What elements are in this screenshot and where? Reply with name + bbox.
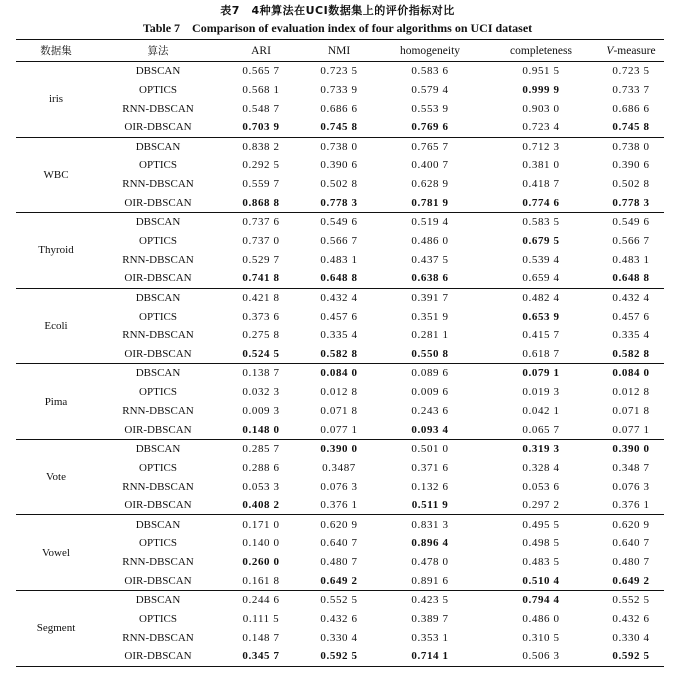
v-measure-value-cell: 0.432 6 bbox=[612, 612, 650, 625]
nmi-value-cell: 0.077 1 bbox=[320, 423, 358, 436]
homogeneity-value-cell: 0.351 9 bbox=[411, 310, 449, 323]
completeness-value-cell: 0.381 0 bbox=[522, 159, 560, 172]
v-measure-value-cell: 0.480 7 bbox=[612, 556, 650, 569]
homogeneity-value-cell: 0.714 1 bbox=[411, 650, 449, 663]
algorithm-name-cell: RNN-DBSCAN bbox=[122, 404, 194, 417]
header-v-measure-v: V bbox=[606, 44, 614, 57]
algorithm-name-cell: OPTICS bbox=[139, 159, 177, 172]
algorithm-name-cell: DBSCAN bbox=[135, 443, 181, 455]
ari-value-cell: 0.559 7 bbox=[242, 178, 280, 191]
homogeneity-value-cell: 0.009 6 bbox=[411, 386, 449, 399]
ari-value-cell: 0.529 7 bbox=[242, 253, 280, 266]
algorithm-name-cell: DBSCAN bbox=[135, 291, 181, 304]
dataset-group bbox=[16, 364, 664, 440]
v-measure-value-cell: 0.502 8 bbox=[612, 178, 650, 191]
nmi-value-cell: 0.480 7 bbox=[320, 556, 358, 569]
completeness-value-cell: 0.679 5 bbox=[522, 234, 560, 247]
completeness-value-cell: 0.319 3 bbox=[522, 443, 560, 455]
algorithm-name-cell: DBSCAN bbox=[135, 367, 181, 380]
homogeneity-value-cell: 0.486 0 bbox=[411, 234, 449, 247]
dataset-group bbox=[16, 515, 664, 591]
completeness-value-cell: 0.483 5 bbox=[522, 556, 560, 569]
nmi-value-cell: 0.084 0 bbox=[320, 367, 358, 380]
completeness-value-cell: 0.065 7 bbox=[522, 423, 560, 436]
table-row bbox=[16, 232, 664, 251]
ari-value-cell: 0.275 8 bbox=[242, 329, 280, 342]
table-row bbox=[16, 250, 664, 269]
completeness-value-cell: 0.774 6 bbox=[522, 196, 560, 209]
table-row bbox=[16, 590, 664, 609]
nmi-value-cell: 0.649 2 bbox=[320, 574, 358, 587]
homogeneity-value-cell: 0.579 4 bbox=[411, 83, 449, 96]
homogeneity-value-cell: 0.765 7 bbox=[411, 140, 449, 153]
ari-value-cell: 0.292 5 bbox=[242, 159, 280, 172]
homogeneity-value-cell: 0.553 9 bbox=[411, 102, 449, 115]
nmi-value-cell: 0.733 9 bbox=[320, 83, 358, 96]
algorithm-name-cell: RNN-DBSCAN bbox=[122, 253, 194, 266]
nmi-value-cell: 0.012 8 bbox=[320, 386, 358, 399]
homogeneity-value-cell: 0.478 0 bbox=[411, 556, 449, 569]
dataset-name-cell: Ecoli bbox=[44, 319, 68, 332]
ari-value-cell: 0.524 5 bbox=[242, 348, 280, 361]
completeness-value-cell: 0.539 4 bbox=[522, 253, 560, 266]
v-measure-value-cell: 0.483 1 bbox=[612, 253, 650, 266]
homogeneity-value-cell: 0.353 1 bbox=[411, 631, 449, 644]
algorithm-name-cell: DBSCAN bbox=[135, 518, 181, 531]
nmi-value-cell: 0.390 6 bbox=[320, 159, 358, 172]
header-completeness: completeness bbox=[484, 40, 598, 62]
algorithm-name-cell: OPTICS bbox=[139, 461, 177, 474]
ari-value-cell: 0.408 2 bbox=[242, 499, 280, 512]
ari-value-cell: 0.737 0 bbox=[242, 234, 280, 247]
completeness-value-cell: 0.653 9 bbox=[522, 310, 560, 323]
v-measure-value-cell: 0.012 8 bbox=[612, 386, 650, 399]
completeness-value-cell: 0.495 5 bbox=[522, 518, 560, 531]
table-row bbox=[16, 137, 664, 156]
homogeneity-value-cell: 0.093 4 bbox=[411, 423, 449, 436]
homogeneity-value-cell: 0.769 6 bbox=[411, 121, 449, 134]
algorithm-name-cell: OIR-DBSCAN bbox=[124, 499, 192, 512]
homogeneity-value-cell: 0.389 7 bbox=[411, 612, 449, 625]
completeness-value-cell: 0.498 5 bbox=[522, 537, 560, 550]
v-measure-value-cell: 0.330 4 bbox=[612, 631, 650, 644]
completeness-value-cell: 0.482 4 bbox=[522, 291, 560, 304]
nmi-value-cell: 0.686 6 bbox=[320, 102, 358, 115]
v-measure-value-cell: 0.552 5 bbox=[612, 594, 650, 607]
homogeneity-value-cell: 0.781 9 bbox=[411, 196, 449, 209]
v-measure-value-cell: 0.733 7 bbox=[612, 83, 650, 96]
v-measure-value-cell: 0.723 5 bbox=[612, 65, 650, 78]
algorithm-name-cell: OPTICS bbox=[139, 234, 177, 247]
v-measure-value-cell: 0.084 0 bbox=[612, 367, 650, 380]
evaluation-table bbox=[16, 39, 664, 667]
nmi-value-cell: 0.738 0 bbox=[320, 140, 358, 153]
completeness-value-cell: 0.712 3 bbox=[522, 140, 560, 153]
nmi-value-cell: 0.502 8 bbox=[320, 178, 358, 191]
header-v-measure-rest: -measure bbox=[613, 44, 656, 57]
algorithm-name-cell: OPTICS bbox=[139, 386, 177, 399]
homogeneity-value-cell: 0.628 9 bbox=[411, 178, 449, 191]
ari-value-cell: 0.703 9 bbox=[242, 121, 280, 134]
homogeneity-value-cell: 0.519 4 bbox=[411, 216, 449, 229]
homogeneity-value-cell: 0.391 7 bbox=[411, 291, 449, 304]
dataset-group bbox=[16, 62, 664, 138]
ari-value-cell: 0.565 7 bbox=[242, 65, 280, 78]
dataset-name-cell: Thyroid bbox=[38, 244, 74, 257]
table-row bbox=[16, 175, 664, 194]
homogeneity-value-cell: 0.638 6 bbox=[411, 272, 449, 285]
header-nmi: NMI bbox=[302, 40, 376, 62]
algorithm-name-cell: DBSCAN bbox=[135, 594, 181, 607]
algorithm-name-cell: OIR-DBSCAN bbox=[124, 423, 192, 436]
ari-value-cell: 0.053 3 bbox=[242, 480, 280, 493]
table-row bbox=[16, 80, 664, 99]
completeness-value-cell: 0.510 4 bbox=[522, 574, 560, 587]
nmi-value-cell: 0.076 3 bbox=[320, 480, 358, 493]
table-row bbox=[16, 420, 664, 439]
table-row bbox=[16, 383, 664, 402]
v-measure-value-cell: 0.549 6 bbox=[612, 216, 650, 229]
v-measure-value-cell: 0.457 6 bbox=[612, 310, 650, 323]
table-row bbox=[16, 194, 664, 213]
algorithm-name-cell: DBSCAN bbox=[135, 65, 181, 78]
header-homogeneity: homogeneity bbox=[376, 40, 484, 62]
homogeneity-value-cell: 0.891 6 bbox=[411, 574, 449, 587]
dataset-name-cell: Pima bbox=[44, 395, 68, 408]
algorithm-name-cell: OIR-DBSCAN bbox=[124, 650, 192, 663]
completeness-value-cell: 0.506 3 bbox=[522, 650, 560, 663]
completeness-value-cell: 0.903 0 bbox=[522, 102, 560, 115]
completeness-value-cell: 0.328 4 bbox=[522, 461, 560, 474]
table-row bbox=[16, 99, 664, 118]
table-row bbox=[16, 307, 664, 326]
algorithm-name-cell: RNN-DBSCAN bbox=[122, 480, 194, 493]
completeness-value-cell: 0.310 5 bbox=[522, 631, 560, 644]
v-measure-value-cell: 0.390 6 bbox=[612, 159, 650, 172]
nmi-value-cell: 0.648 8 bbox=[320, 272, 358, 285]
ari-value-cell: 0.148 0 bbox=[242, 423, 280, 436]
ari-value-cell: 0.140 0 bbox=[242, 537, 280, 550]
algorithm-name-cell: DBSCAN bbox=[135, 140, 181, 153]
homogeneity-value-cell: 0.550 8 bbox=[411, 348, 449, 361]
completeness-value-cell: 0.618 7 bbox=[522, 348, 560, 361]
table-caption-chinese: 表7 4种算法在UCI数据集上的评价指标对比 bbox=[220, 4, 455, 17]
table-row bbox=[16, 118, 664, 137]
completeness-value-cell: 0.486 0 bbox=[522, 612, 560, 625]
algorithm-name-cell: OIR-DBSCAN bbox=[124, 348, 192, 361]
nmi-value-cell: 0.432 6 bbox=[320, 612, 358, 625]
ari-value-cell: 0.009 3 bbox=[242, 404, 280, 417]
homogeneity-value-cell: 0.281 1 bbox=[411, 329, 449, 342]
table-row bbox=[16, 439, 664, 458]
ari-value-cell: 0.838 2 bbox=[242, 140, 280, 153]
nmi-value-cell: 0.620 9 bbox=[320, 518, 358, 531]
v-measure-value-cell: 0.592 5 bbox=[612, 650, 650, 663]
table-row bbox=[16, 496, 664, 515]
completeness-value-cell: 0.079 1 bbox=[522, 367, 560, 380]
ari-value-cell: 0.032 3 bbox=[242, 386, 280, 399]
table-row bbox=[16, 62, 664, 81]
ari-value-cell: 0.111 5 bbox=[242, 612, 280, 625]
completeness-value-cell: 0.415 7 bbox=[522, 329, 560, 342]
table-row bbox=[16, 364, 664, 383]
table-row bbox=[16, 402, 664, 421]
homogeneity-value-cell: 0.831 3 bbox=[411, 518, 449, 531]
nmi-value-cell: 0.335 4 bbox=[320, 329, 358, 342]
nmi-value-cell: 0.640 7 bbox=[320, 537, 358, 550]
nmi-value-cell: 0.745 8 bbox=[320, 121, 358, 134]
ari-value-cell: 0.138 7 bbox=[242, 367, 280, 380]
nmi-value-cell: 0.3487 bbox=[322, 461, 356, 474]
completeness-value-cell: 0.794 4 bbox=[522, 594, 560, 607]
algorithm-name-cell: RNN-DBSCAN bbox=[122, 329, 194, 342]
algorithm-name-cell: OIR-DBSCAN bbox=[124, 121, 192, 134]
homogeneity-value-cell: 0.400 7 bbox=[411, 159, 449, 172]
dataset-name-cell: Vote bbox=[46, 471, 66, 484]
homogeneity-value-cell: 0.437 5 bbox=[411, 253, 449, 266]
nmi-value-cell: 0.390 0 bbox=[320, 443, 358, 455]
ari-value-cell: 0.737 6 bbox=[242, 216, 280, 229]
dataset-group bbox=[16, 439, 664, 515]
header-ari: ARI bbox=[220, 40, 302, 62]
homogeneity-value-cell: 0.511 9 bbox=[411, 499, 449, 512]
nmi-value-cell: 0.592 5 bbox=[320, 650, 358, 663]
ari-value-cell: 0.568 1 bbox=[242, 83, 280, 96]
nmi-value-cell: 0.457 6 bbox=[320, 310, 358, 323]
algorithm-name-cell: OIR-DBSCAN bbox=[124, 574, 192, 587]
nmi-value-cell: 0.582 8 bbox=[320, 348, 358, 361]
completeness-value-cell: 0.951 5 bbox=[522, 65, 560, 78]
nmi-value-cell: 0.549 6 bbox=[320, 216, 358, 229]
table-row bbox=[16, 515, 664, 534]
nmi-value-cell: 0.483 1 bbox=[320, 253, 358, 266]
ari-value-cell: 0.171 0 bbox=[242, 518, 280, 531]
v-measure-value-cell: 0.778 3 bbox=[612, 196, 650, 209]
dataset-name-cell: WBC bbox=[43, 168, 69, 181]
homogeneity-value-cell: 0.371 6 bbox=[411, 461, 449, 474]
table-caption-english: Table 7 Comparison of evaluation index of four algorithms on UCI dataset bbox=[142, 21, 533, 35]
header-algorithm: 算法 bbox=[96, 40, 220, 62]
ari-value-cell: 0.244 6 bbox=[242, 594, 280, 607]
ari-value-cell: 0.288 6 bbox=[242, 461, 280, 474]
table-row bbox=[16, 572, 664, 591]
completeness-value-cell: 0.053 6 bbox=[522, 480, 560, 493]
ari-value-cell: 0.260 0 bbox=[242, 556, 280, 569]
algorithm-name-cell: OIR-DBSCAN bbox=[124, 196, 192, 209]
v-measure-value-cell: 0.745 8 bbox=[612, 121, 650, 134]
table-header bbox=[16, 40, 664, 62]
dataset-group bbox=[16, 137, 664, 213]
ari-value-cell: 0.868 8 bbox=[242, 196, 280, 209]
table-row bbox=[16, 326, 664, 345]
homogeneity-value-cell: 0.583 6 bbox=[411, 65, 449, 78]
nmi-value-cell: 0.778 3 bbox=[320, 196, 358, 209]
homogeneity-value-cell: 0.089 6 bbox=[411, 367, 449, 380]
homogeneity-value-cell: 0.501 0 bbox=[411, 443, 449, 455]
nmi-value-cell: 0.552 5 bbox=[320, 594, 358, 607]
ari-value-cell: 0.373 6 bbox=[242, 310, 280, 323]
header-v-measure bbox=[598, 40, 664, 62]
table-row bbox=[16, 458, 664, 477]
algorithm-name-cell: OPTICS bbox=[139, 537, 177, 550]
nmi-value-cell: 0.432 4 bbox=[320, 291, 358, 304]
ari-value-cell: 0.741 8 bbox=[242, 272, 280, 285]
table-row bbox=[16, 288, 664, 307]
completeness-value-cell: 0.418 7 bbox=[522, 178, 560, 191]
dataset-name-cell: Segment bbox=[36, 622, 76, 635]
nmi-value-cell: 0.566 7 bbox=[320, 234, 358, 247]
algorithm-name-cell: RNN-DBSCAN bbox=[122, 631, 194, 644]
v-measure-value-cell: 0.376 1 bbox=[612, 499, 650, 512]
algorithm-name-cell: OPTICS bbox=[139, 310, 177, 323]
dataset-name-cell: iris bbox=[48, 93, 64, 106]
completeness-value-cell: 0.297 2 bbox=[522, 499, 560, 512]
table-row bbox=[16, 647, 664, 666]
v-measure-value-cell: 0.390 0 bbox=[612, 443, 650, 455]
homogeneity-value-cell: 0.243 6 bbox=[411, 404, 449, 417]
dataset-group bbox=[16, 590, 664, 666]
algorithm-name-cell: OPTICS bbox=[139, 612, 177, 625]
v-measure-value-cell: 0.076 3 bbox=[612, 480, 650, 493]
table-row bbox=[16, 628, 664, 647]
completeness-value-cell: 0.042 1 bbox=[522, 404, 560, 417]
homogeneity-value-cell: 0.132 6 bbox=[411, 480, 449, 493]
table-row bbox=[16, 534, 664, 553]
v-measure-value-cell: 0.348 7 bbox=[612, 461, 650, 474]
nmi-value-cell: 0.330 4 bbox=[320, 631, 358, 644]
ari-value-cell: 0.285 7 bbox=[242, 443, 280, 455]
ari-value-cell: 0.148 7 bbox=[242, 631, 280, 644]
ari-value-cell: 0.421 8 bbox=[242, 291, 280, 304]
v-measure-value-cell: 0.335 4 bbox=[612, 329, 650, 342]
table-row bbox=[16, 156, 664, 175]
nmi-value-cell: 0.376 1 bbox=[320, 499, 358, 512]
v-measure-value-cell: 0.077 1 bbox=[612, 423, 650, 436]
algorithm-name-cell: DBSCAN bbox=[135, 216, 181, 229]
v-measure-value-cell: 0.620 9 bbox=[612, 518, 650, 531]
ari-value-cell: 0.345 7 bbox=[242, 650, 280, 663]
dataset-group bbox=[16, 213, 664, 289]
homogeneity-value-cell: 0.423 5 bbox=[411, 594, 449, 607]
dataset-group bbox=[16, 288, 664, 364]
header-row bbox=[16, 40, 664, 62]
homogeneity-value-cell: 0.896 4 bbox=[411, 537, 449, 550]
v-measure-value-cell: 0.566 7 bbox=[612, 234, 650, 247]
v-measure-value-cell: 0.648 8 bbox=[612, 272, 650, 285]
algorithm-name-cell: RNN-DBSCAN bbox=[122, 556, 194, 569]
nmi-value-cell: 0.071 8 bbox=[320, 404, 358, 417]
v-measure-value-cell: 0.432 4 bbox=[612, 291, 650, 304]
table-row bbox=[16, 553, 664, 572]
algorithm-name-cell: RNN-DBSCAN bbox=[122, 102, 194, 115]
v-measure-value-cell: 0.640 7 bbox=[612, 537, 650, 550]
table-row bbox=[16, 213, 664, 232]
table-row bbox=[16, 345, 664, 364]
table-row bbox=[16, 609, 664, 628]
ari-value-cell: 0.161 8 bbox=[242, 574, 280, 587]
completeness-value-cell: 0.723 4 bbox=[522, 121, 560, 134]
completeness-value-cell: 0.583 5 bbox=[522, 216, 560, 229]
v-measure-value-cell: 0.738 0 bbox=[612, 140, 650, 153]
ari-value-cell: 0.548 7 bbox=[242, 102, 280, 115]
algorithm-name-cell: OIR-DBSCAN bbox=[124, 272, 192, 285]
header-dataset: 数据集 bbox=[16, 40, 96, 62]
dataset-name-cell: Vowel bbox=[42, 546, 70, 559]
completeness-value-cell: 0.019 3 bbox=[522, 386, 560, 399]
v-measure-value-cell: 0.649 2 bbox=[612, 574, 650, 587]
table-row bbox=[16, 477, 664, 496]
completeness-value-cell: 0.659 4 bbox=[522, 272, 560, 285]
nmi-value-cell: 0.723 5 bbox=[320, 65, 358, 78]
algorithm-name-cell: RNN-DBSCAN bbox=[122, 178, 194, 191]
v-measure-value-cell: 0.582 8 bbox=[612, 348, 650, 361]
v-measure-value-cell: 0.071 8 bbox=[612, 404, 650, 417]
table-row bbox=[16, 269, 664, 288]
completeness-value-cell: 0.999 9 bbox=[522, 83, 560, 96]
algorithm-name-cell: OPTICS bbox=[139, 83, 177, 96]
v-measure-value-cell: 0.686 6 bbox=[612, 102, 650, 115]
